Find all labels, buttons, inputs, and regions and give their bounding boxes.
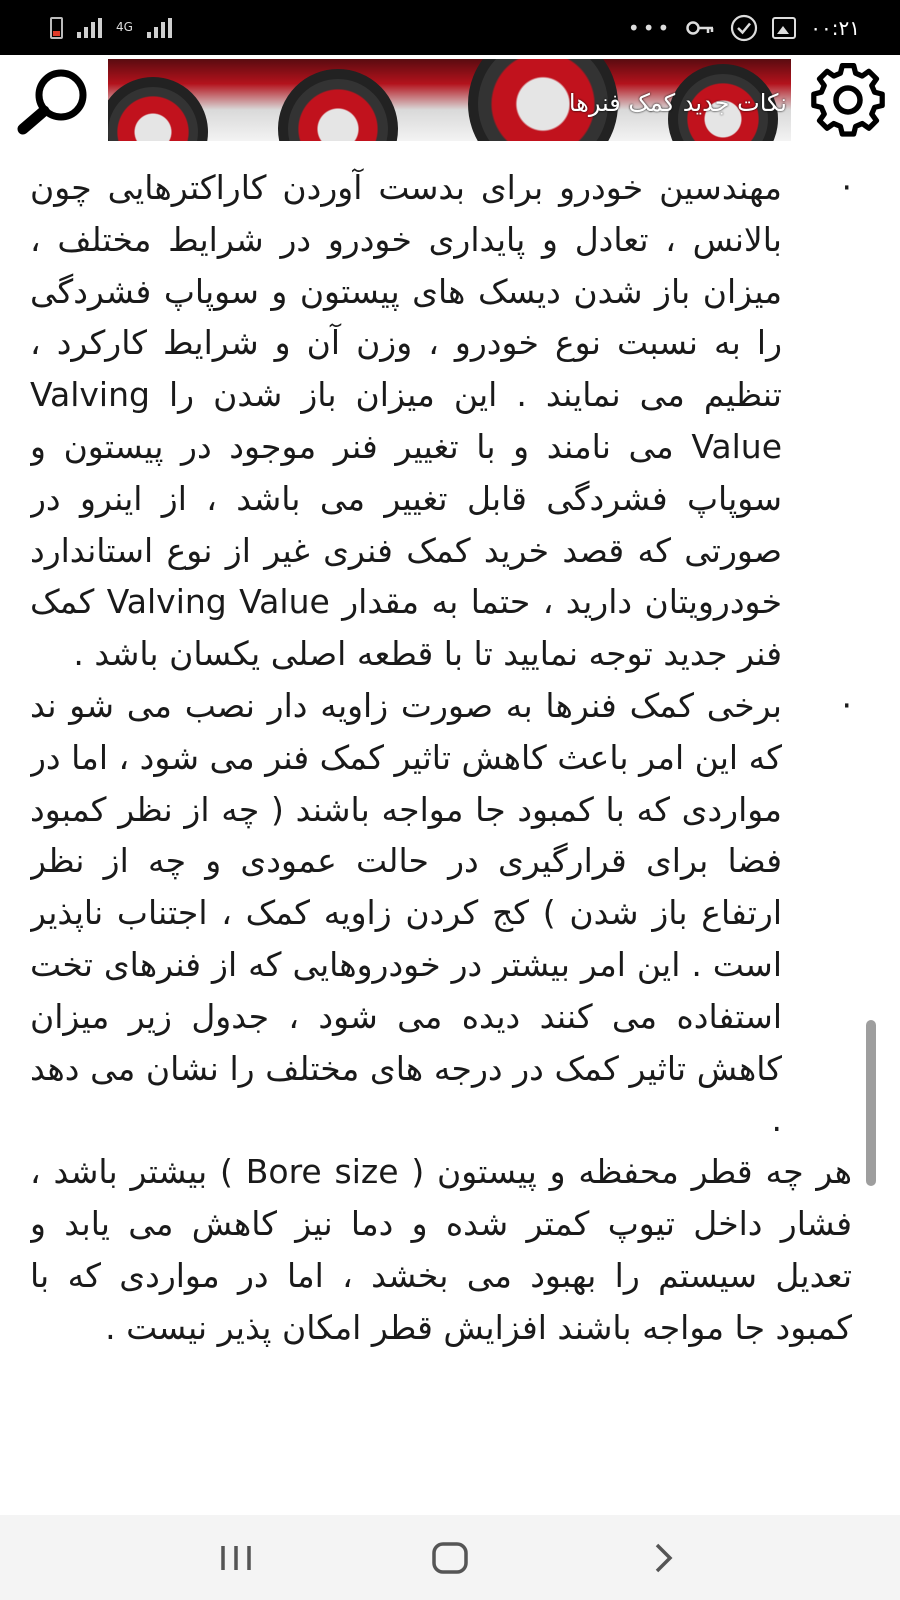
- article-paragraph: · مهندسین خودرو برای بدست آوردن کاراکترهایی چون بالانس ، تعادل و پایداری خودرو در شرایط مختلف ، میزان باز شدن دیسک های پیستون و سوپاپ فشردگی را به نسبت نوع خودرو ، وزن آن و شرایط کارکرد ، تنظیم می نمایند . این میزان باز شدن را Valving Value می نامند و با تغییر فنر موجود در پیستون و سوپاپ فشردگی قابل تغییر می باشد ، از اینرو در صورتی که قصد خرید کمک فنری غیر از نوع استاندارد خودرویتان دارید ، حتما به مقدار Valving Value کمک فنر جدید توجه نمایید تا با قطعه اصلی یکسان باشد .: [30, 162, 852, 680]
- clock: ۰۰:۲۱: [810, 15, 860, 40]
- signal-icon: [77, 18, 102, 38]
- banner-wheel: [278, 69, 398, 141]
- more-notifications-indicator: •••: [627, 15, 673, 40]
- recent-apps-icon: [217, 1543, 257, 1573]
- signal-2-icon: [147, 18, 172, 38]
- article-paragraph: · برخی کمک فنرها به صورت زاویه دار نصب می شو ند که این امر باعث کاهش تاثیر کمک فنر می شود ، اما در مواردی که با کمبود جا مواجه باشند ( چه از نظر کمبود فضا برای قرارگیری در حالت عمودی و چه از نظر ارتفاع باز شدن ) کج کردن زاویه کمک ، اجتناب ناپذیر است . این امر بیشتر در خودروهایی که از فنرهای تخت استفاده می کنند دیده می شود ، جدول زیر میزان کاهش تاثیر کمک در درجه های مختلف را نشان می دهد .: [30, 680, 852, 1146]
- status-left: [50, 17, 172, 39]
- gear-icon: [806, 62, 890, 138]
- back-button[interactable]: [623, 1528, 703, 1588]
- article-paragraph: هر چه قطر محفظه و پیستون ( Bore size ) بیشتر باشد ، فشار داخل تیوپ کمتر شده و دما نیز کاهش می یابد و تعدیل سیستم را بهبود می بخشد ، اما در مواردی که با کمبود جا مواجه باشند افزایش قطر امکان پذیر نیست .: [30, 1152, 852, 1347]
- scrollbar-thumb[interactable]: [866, 1020, 876, 1186]
- article-content[interactable]: [30, 162, 852, 1472]
- shield-check-icon: [730, 14, 758, 42]
- battery-icon: [50, 17, 63, 39]
- recent-apps-button[interactable]: [197, 1528, 277, 1588]
- status-bar: [0, 0, 900, 55]
- settings-button[interactable]: [800, 57, 896, 143]
- search-button[interactable]: [10, 61, 102, 141]
- network-type: 4G: [116, 20, 133, 34]
- key-icon: [686, 19, 716, 37]
- system-nav-bar: [0, 1515, 900, 1600]
- header-banner: [108, 59, 791, 141]
- home-icon: [430, 1540, 470, 1576]
- page-title: نکات جدید کمک فنرها: [568, 89, 787, 117]
- gallery-icon: [772, 17, 796, 39]
- banner-wheel: [108, 77, 208, 141]
- status-right: [628, 14, 860, 42]
- app-header: [0, 55, 900, 145]
- home-button[interactable]: [410, 1528, 490, 1588]
- back-icon: [648, 1541, 678, 1575]
- search-icon: [13, 65, 99, 137]
